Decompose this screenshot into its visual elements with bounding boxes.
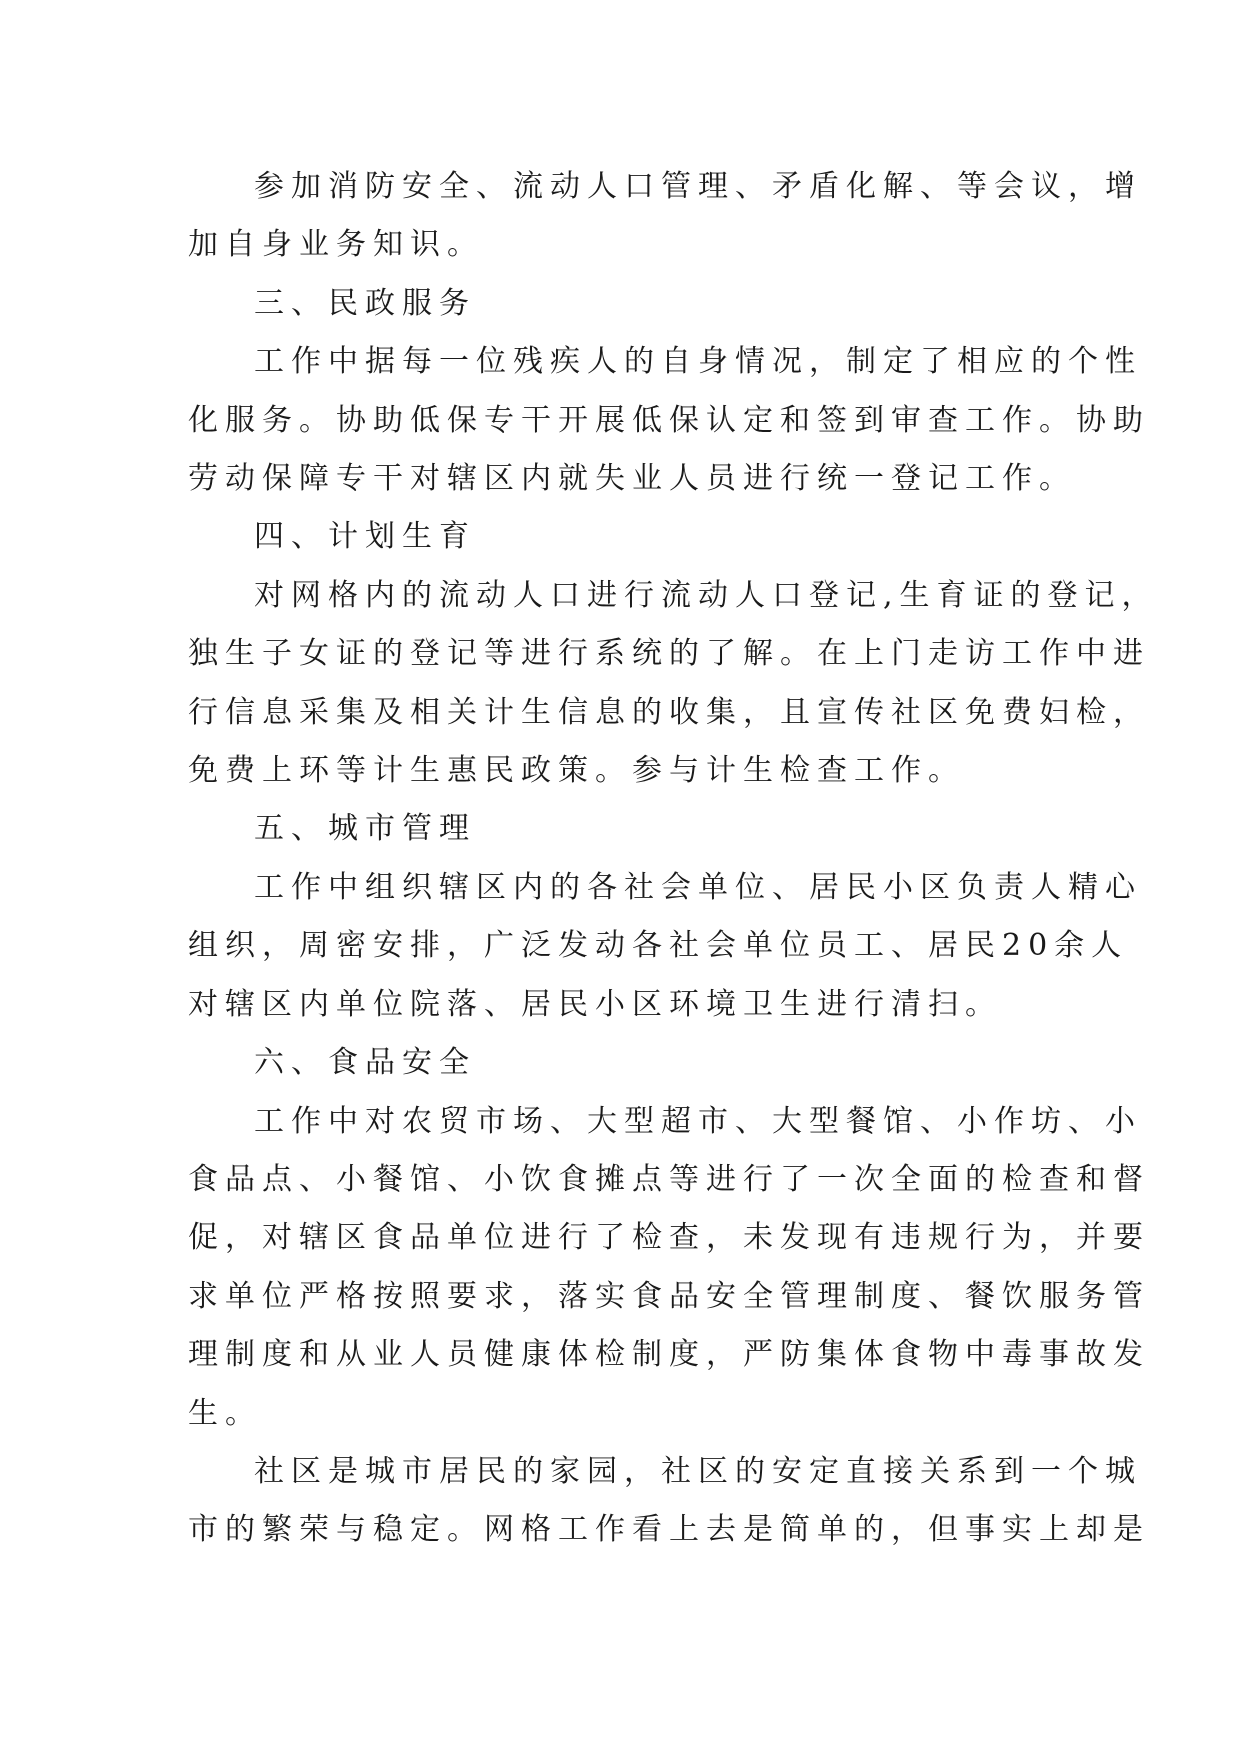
text-line: 对网格内的流动人口进行流动人口登记,生育证的登记， (254, 577, 1159, 613)
section-heading: 五、城市管理 (254, 811, 476, 847)
text-line: 工作中组织辖区内的各社会单位、居民小区负责人精心 (254, 869, 1142, 905)
text-line: 生。 (188, 1395, 262, 1431)
text-line: 食品点、小餐馆、小饮食摊点等进行了一次全面的检查和督 (188, 1161, 1150, 1197)
text-line: 化服务。协助低保专干开展低保认定和签到审查工作。协助 (188, 402, 1150, 438)
text-line: 求单位严格按照要求，落实食品安全管理制度、餐饮服务管 (188, 1278, 1150, 1314)
text-line: 免费上环等计生惠民政策。参与计生检查工作。 (188, 753, 965, 789)
text-line: 理制度和从业人员健康体检制度，严防集体食物中毒事故发 (188, 1337, 1150, 1373)
text-line: 独生子女证的登记等进行系统的了解。在上门走访工作中进 (188, 636, 1150, 672)
section-heading: 四、计划生育 (254, 519, 476, 555)
text-line: 加自身业务知识。 (188, 227, 484, 263)
text-line: 参加消防安全、流动人口管理、矛盾化解、等会议，增 (254, 169, 1142, 204)
section-heading: 六、食品安全 (254, 1045, 476, 1081)
document-body (188, 158, 1159, 1560)
text-line: 行信息采集及相关计生信息的收集，且宣传社区免费妇检， (188, 694, 1150, 730)
text-line: 社区是城市居民的家园，社区的安定直接关系到一个城 (254, 1453, 1142, 1489)
text-line: 市的繁荣与稳定。网格工作看上去是简单的，但事实上却是 (188, 1512, 1150, 1548)
section-heading: 三、民政服务 (254, 285, 476, 321)
text-line: 工作中对农贸市场、大型超市、大型餐馆、小作坊、小 (254, 1103, 1142, 1139)
text-line: 对辖区内单位院落、居民小区环境卫生进行清扫。 (188, 986, 1002, 1022)
text-line: 工作中据每一位残疾人的自身情况，制定了相应的个性 (254, 344, 1142, 380)
text-line: 劳动保障专干对辖区内就失业人员进行统一登记工作。 (188, 461, 1076, 497)
text-line: 组织，周密安排，广泛发动各社会单位员工、居民20余人 (188, 928, 1129, 964)
text-line: 促，对辖区食品单位进行了检查，未发现有违规行为，并要 (188, 1220, 1150, 1256)
